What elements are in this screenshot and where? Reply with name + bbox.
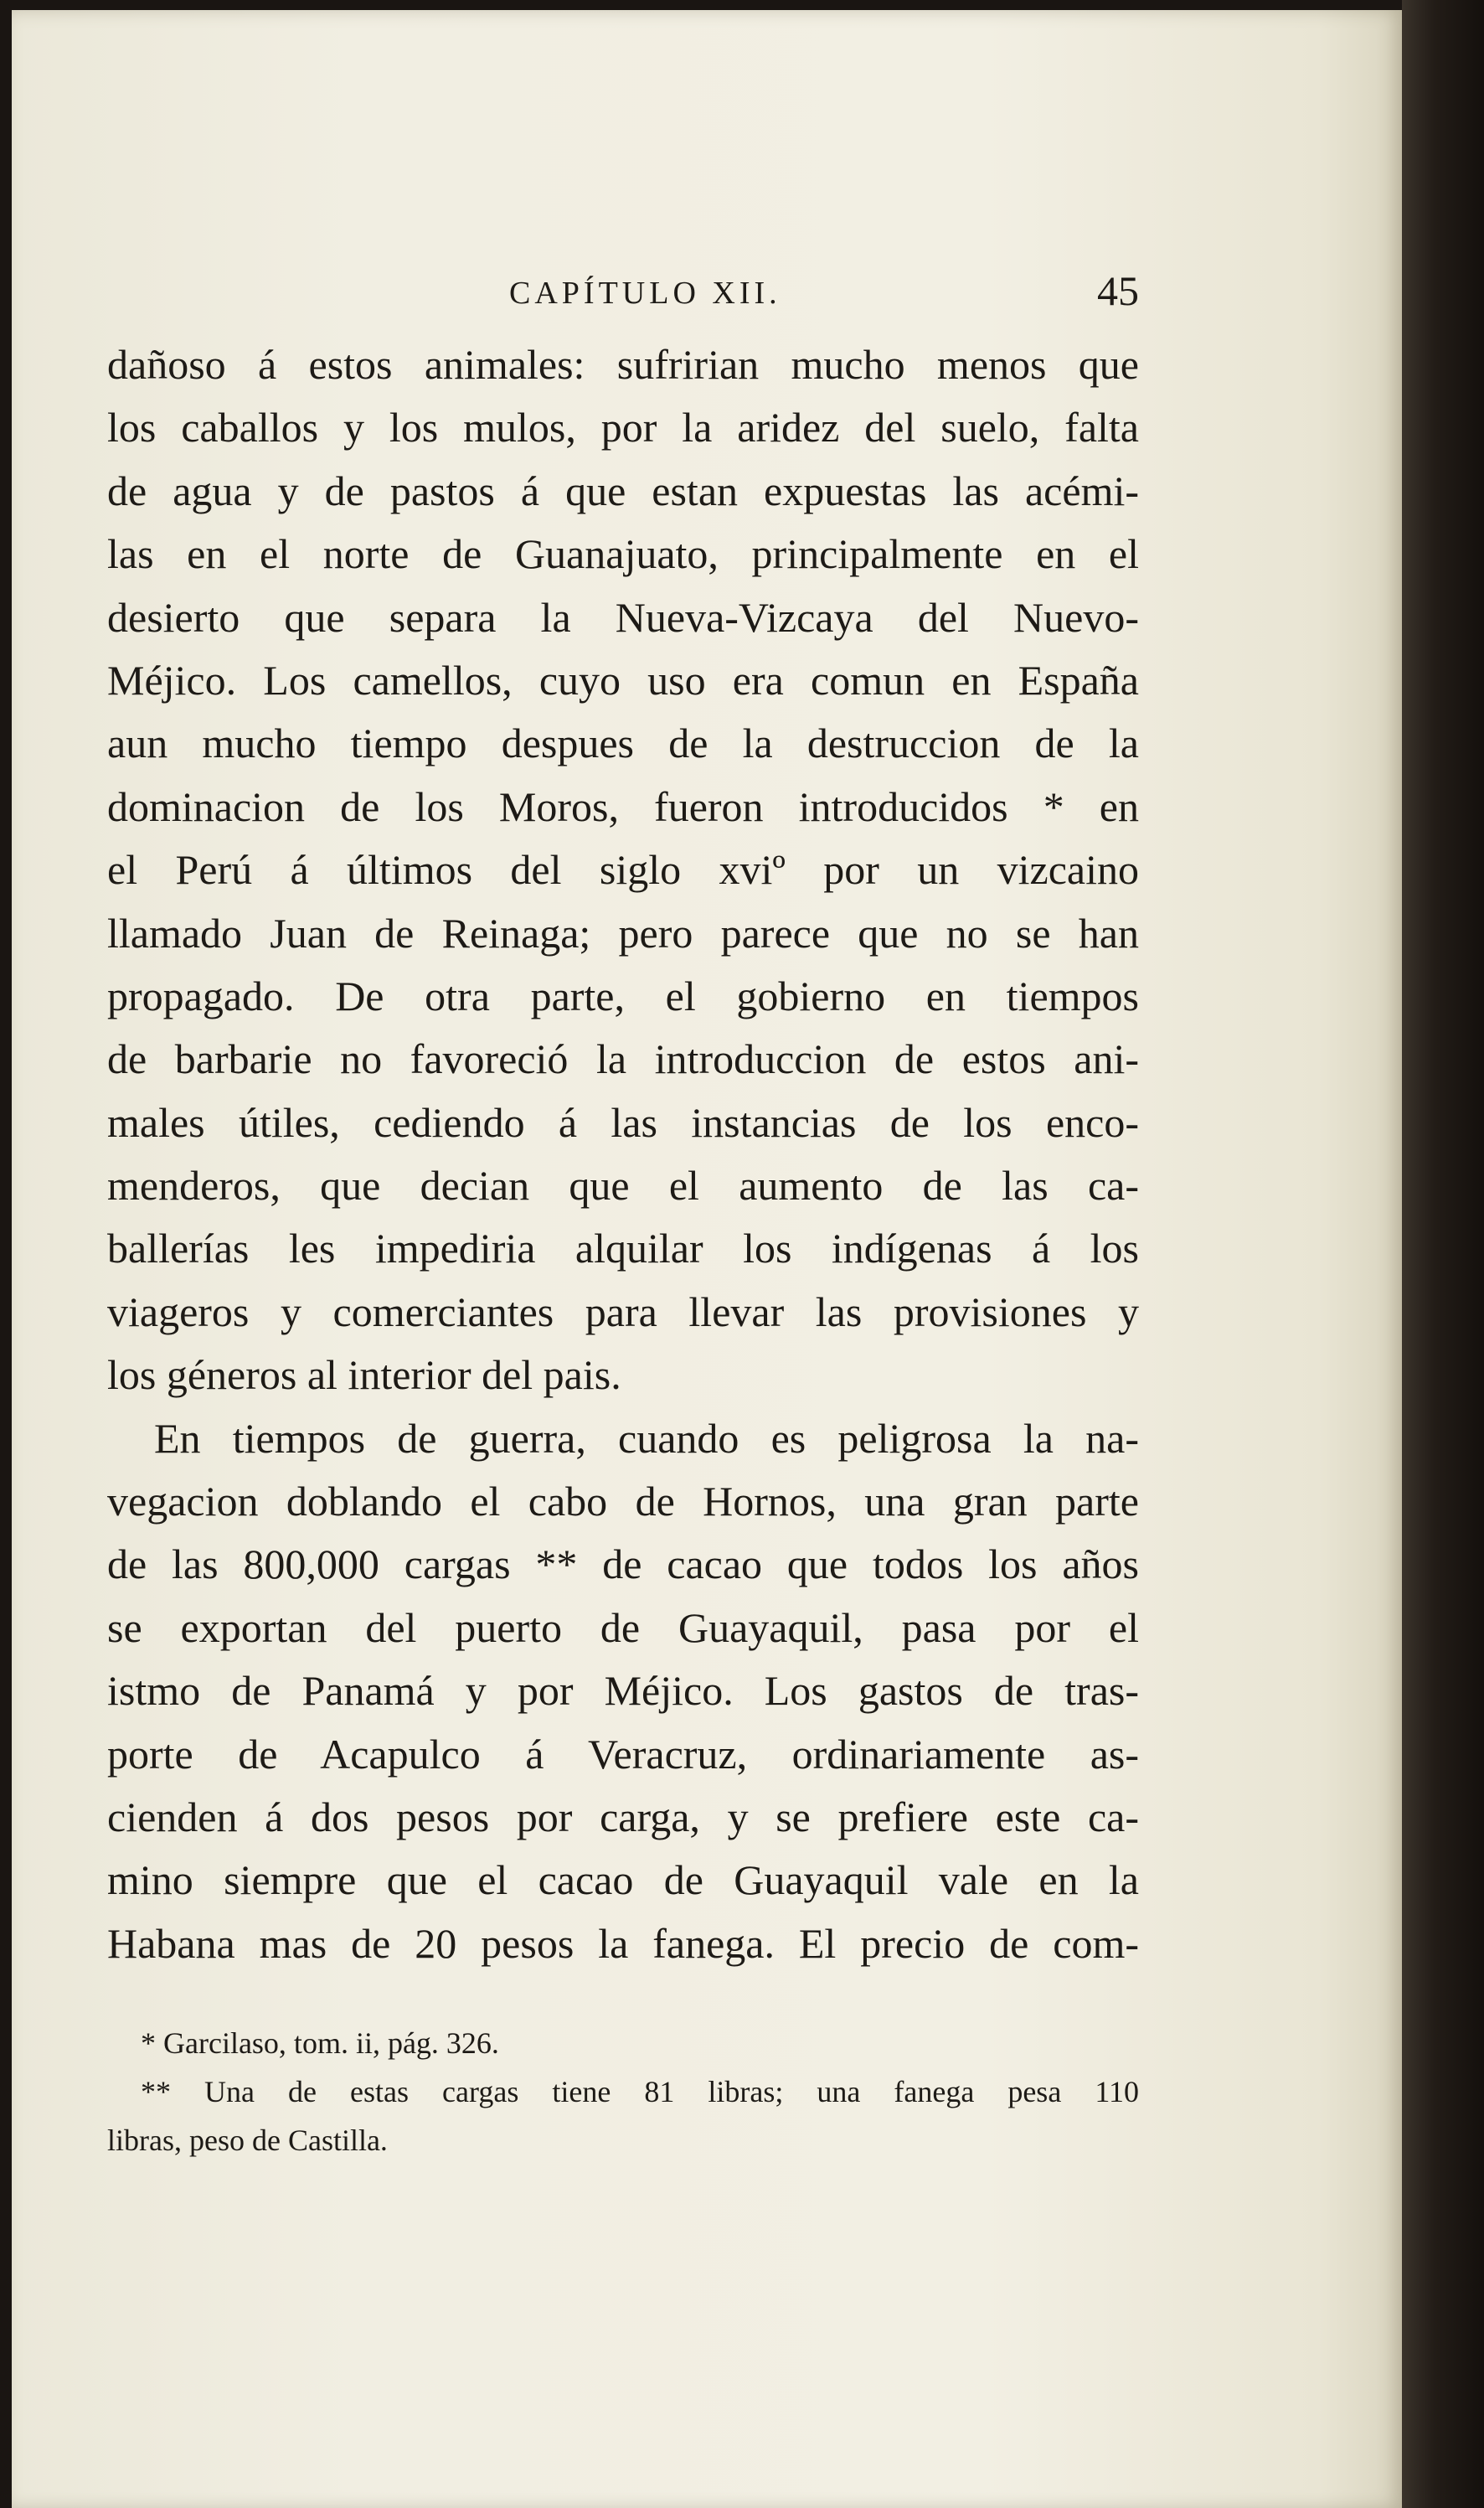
footnote-line: ** Una de estas cargas tiene 81 libras; una fanega pesa 110 xyxy=(141,2075,1139,2108)
footnote-line: * Garcilaso, tom. ii, pág. 326. xyxy=(141,2026,499,2060)
body-text xyxy=(107,333,1139,1975)
text-line: los géneros al interior del pais. xyxy=(107,1351,621,1399)
text-line: las en el norte de Guanajuato, principalmente en el xyxy=(107,530,1139,578)
text-line: porte de Acapulco á Veracruz, ordinariamente as- xyxy=(107,1730,1139,1778)
page-header xyxy=(107,266,1139,317)
text-line: cienden á dos pesos por carga, y se prefiere este ca- xyxy=(107,1793,1139,1840)
text-line: En tiempos de guerra, cuando es peligrosa la na- xyxy=(154,1414,1139,1462)
text-line: aun mucho tiempo despues de la destruccion de la xyxy=(107,720,1139,767)
text-line: vegacion doblando el cabo de Hornos, una gran parte xyxy=(107,1478,1139,1525)
text-line: de las 800,000 cargas ** de cacao que todos los años xyxy=(107,1540,1139,1588)
text-line: propagado. De otra parte, el gobierno en tiempos xyxy=(107,972,1139,1019)
text-line: el Perú á últimos del siglo xviº por un vizcaino xyxy=(107,846,1139,894)
text-line: Habana mas de 20 pesos la fanega. El precio de com- xyxy=(107,1919,1139,1967)
text-line: males útiles, cediendo á las instancias de los enco- xyxy=(107,1098,1139,1146)
text-line: istmo de Panamá y por Méjico. Los gastos de tras- xyxy=(107,1667,1139,1715)
page-number: 45 xyxy=(1097,267,1139,314)
text-line: llamado Juan de Reinaga; pero parece que no se han xyxy=(107,909,1139,957)
text-line: desierto que separa la Nueva-Vizcaya del Nuevo- xyxy=(107,593,1139,641)
text-line: dominacion de los Moros, fueron introducidos * en xyxy=(107,782,1139,830)
text-line: los caballos y los mulos, por la aridez del suelo, falta xyxy=(107,404,1139,452)
book-binding xyxy=(1402,0,1484,2508)
text-line: de agua y de pastos á que estan expuestas las acémi- xyxy=(107,467,1139,514)
text-line: mino siempre que el cacao de Guayaquil vale en la xyxy=(107,1856,1139,1904)
footnotes xyxy=(107,2019,1139,2165)
text-line: Méjico. Los camellos, cuyo uso era comun en España xyxy=(107,656,1139,704)
text-line: viageros y comerciantes para llevar las provisiones y xyxy=(107,1288,1139,1335)
footnote-line: libras, peso de Castilla. xyxy=(107,2124,388,2157)
text-line: menderos, que decian que el aumento de las ca- xyxy=(107,1162,1139,1210)
running-title: CAPÍTULO XII. xyxy=(509,276,781,311)
text-line: ballerías les impediria alquilar los indígenas á los xyxy=(107,1225,1139,1272)
text-line: de barbarie no favoreció la introduccion de estos ani- xyxy=(107,1035,1139,1083)
text-line: se exportan del puerto de Guayaquil, pasa por el xyxy=(107,1603,1139,1651)
text-line: dañoso á estos animales: sufririan mucho menos que xyxy=(107,341,1139,388)
